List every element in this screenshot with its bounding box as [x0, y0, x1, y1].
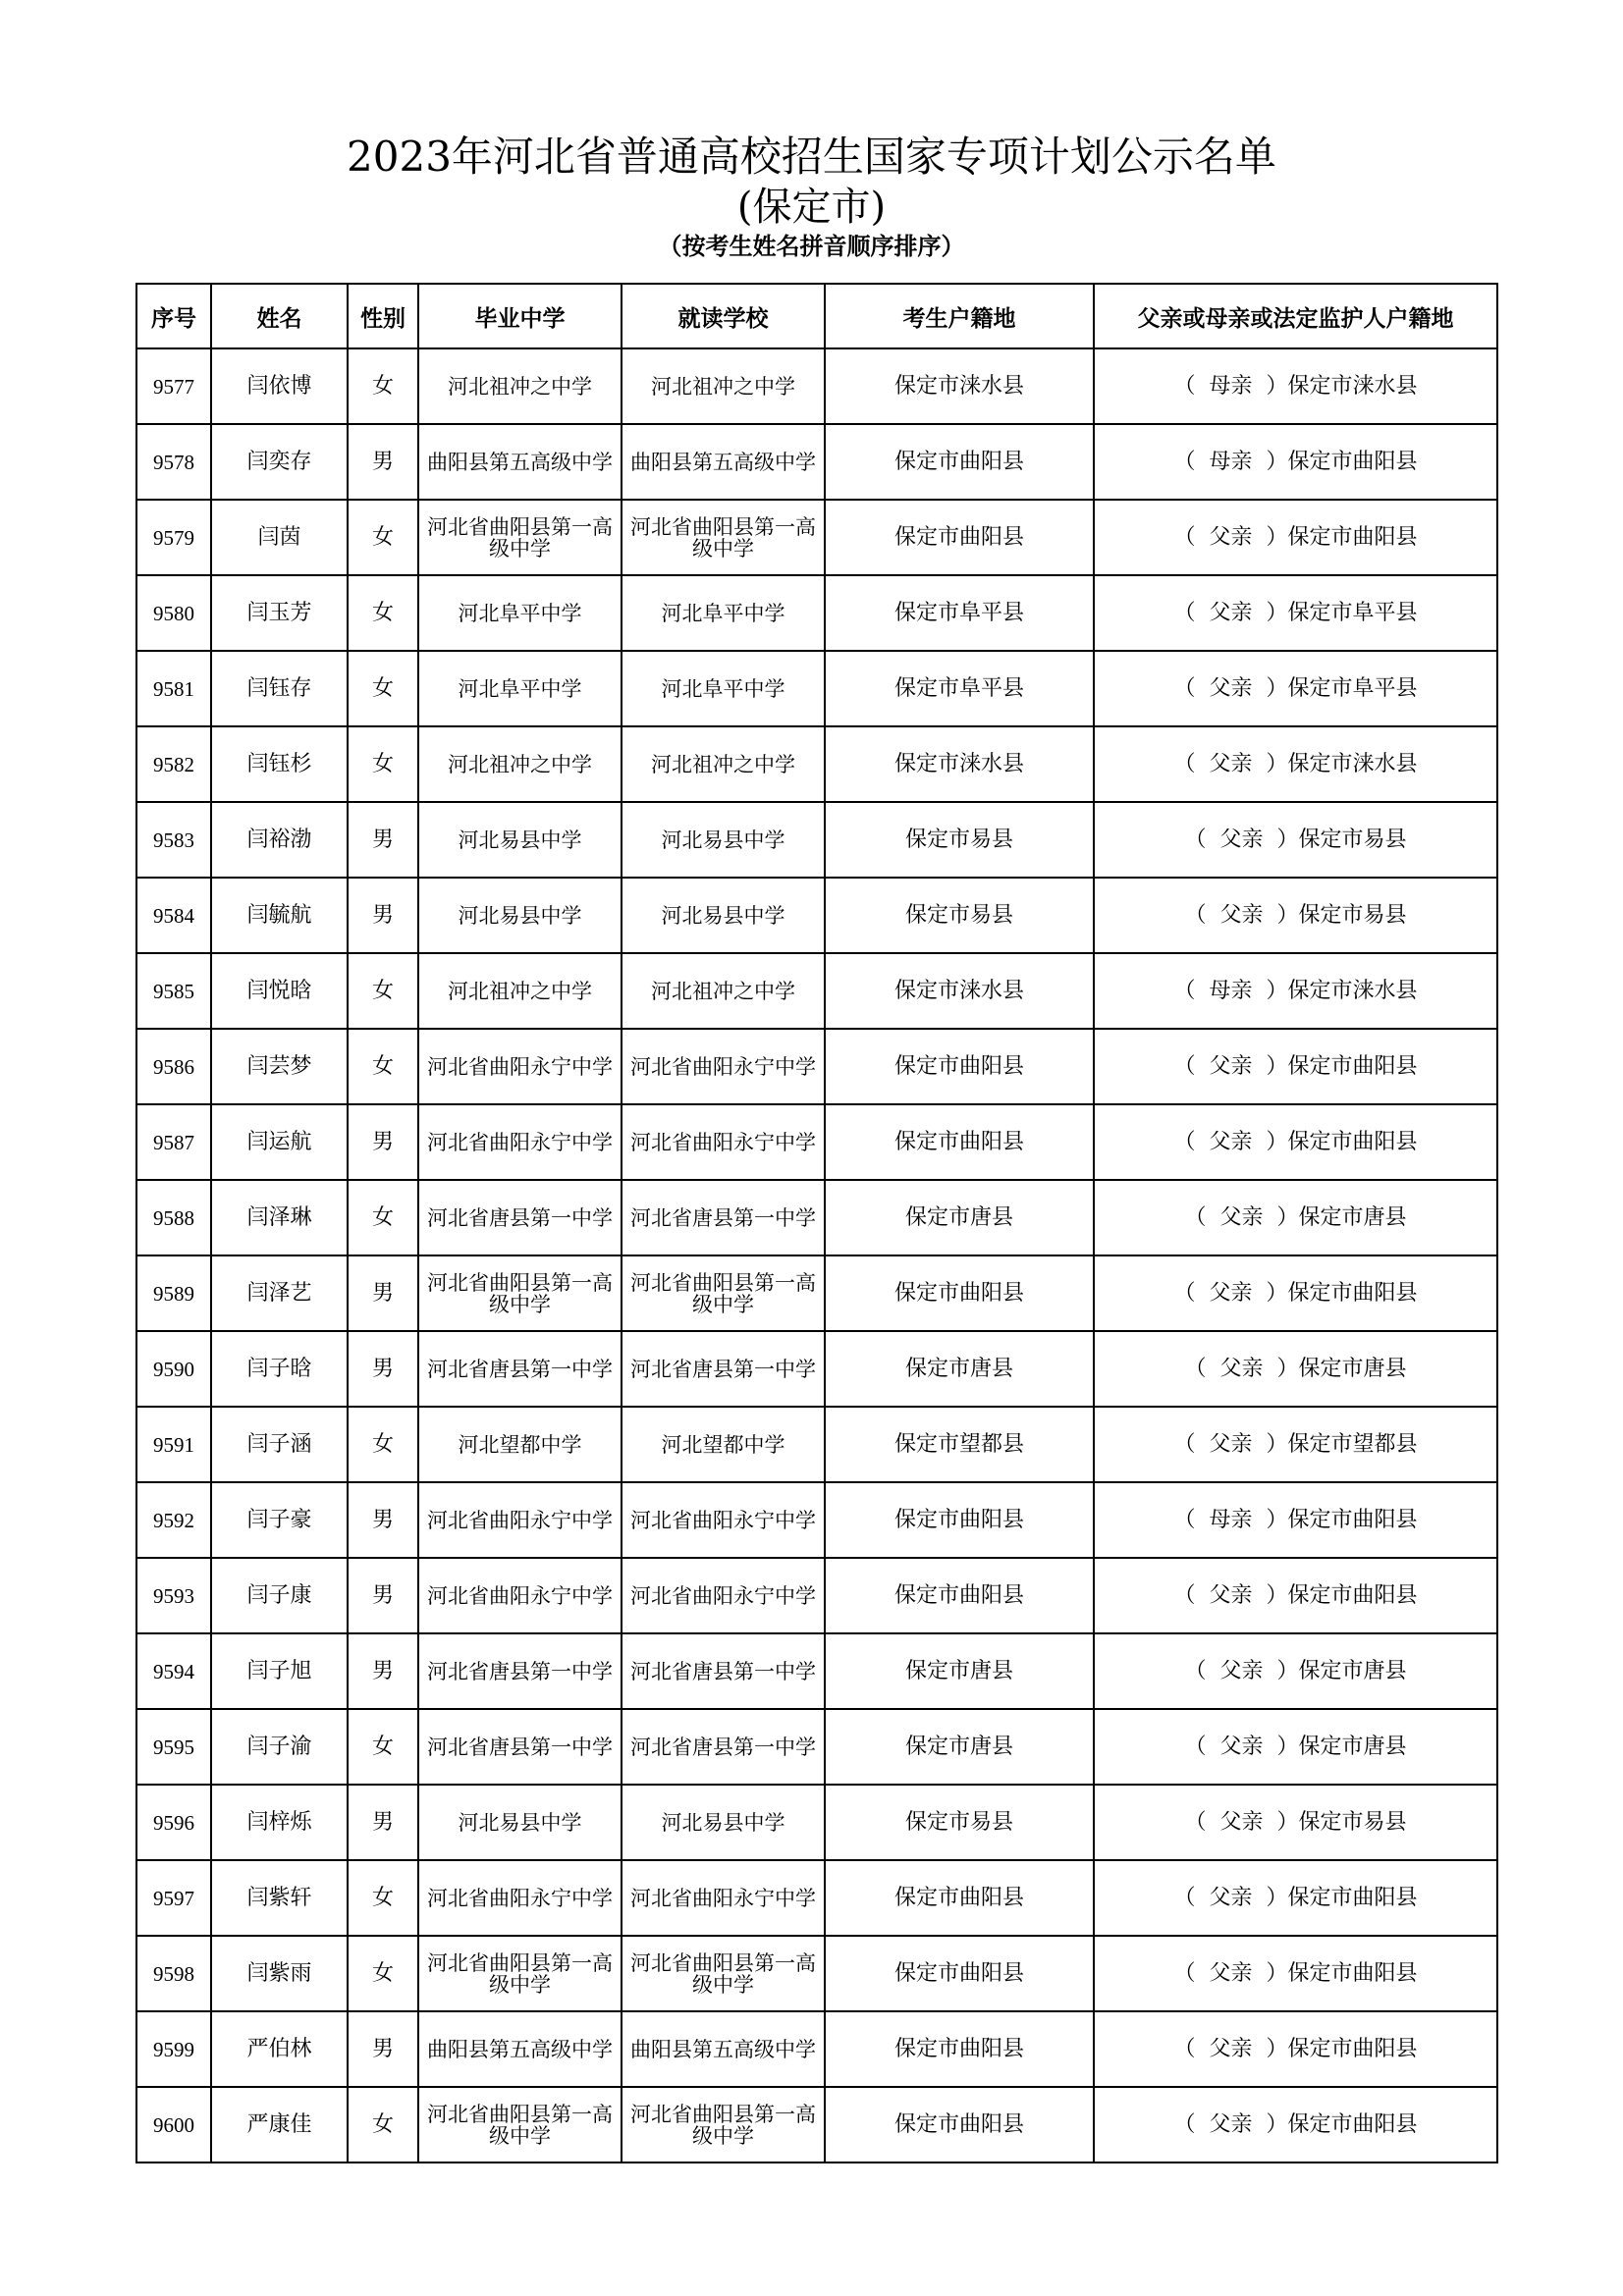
cell-guardian-origin: （ 父亲 ）保定市曲阳县 — [1094, 1936, 1497, 2011]
cell-name: 闫紫轩 — [211, 1860, 348, 1936]
cell-seq: 9598 — [136, 1936, 211, 2011]
cell-guardian-origin: （ 父亲 ）保定市阜平县 — [1094, 575, 1497, 651]
cell-name: 闫子晗 — [211, 1331, 348, 1407]
cell-origin: 保定市阜平县 — [825, 651, 1094, 726]
cell-name: 闫运航 — [211, 1104, 348, 1180]
table-row — [136, 802, 1497, 878]
cell-origin: 保定市曲阳县 — [825, 1860, 1094, 1936]
cell-guardian-origin: （ 母亲 ）保定市涞水县 — [1094, 953, 1497, 1029]
cell-guardian-origin: （ 父亲 ）保定市曲阳县 — [1094, 1860, 1497, 1936]
cell-guardian-origin: （ 父亲 ）保定市曲阳县 — [1094, 1558, 1497, 1633]
header-name: 姓名 — [211, 284, 348, 348]
cell-guardian-origin: （ 父亲 ）保定市唐县 — [1094, 1633, 1497, 1709]
cell-name: 闫紫雨 — [211, 1936, 348, 2011]
cell-gender: 女 — [348, 651, 418, 726]
table-row — [136, 1407, 1497, 1482]
cell-gender: 女 — [348, 1709, 418, 1785]
guardian-relation: 父亲 — [1219, 902, 1264, 928]
table-row — [136, 1331, 1497, 1407]
cell-name: 闫子豪 — [211, 1482, 348, 1558]
cell-gender: 男 — [348, 2011, 418, 2087]
guardian-location: 保定市望都县 — [1287, 1431, 1418, 1457]
cell-gender: 男 — [348, 802, 418, 878]
cell-seq: 9584 — [136, 878, 211, 953]
guardian-location: 保定市曲阳县 — [1287, 1582, 1418, 1608]
guardian-relation: 父亲 — [1209, 2111, 1253, 2137]
cell-grad-school: 河北省唐县第一中学 — [418, 1331, 622, 1407]
guardian-location: 保定市涞水县 — [1287, 751, 1418, 776]
table-row — [136, 1785, 1497, 1860]
cell-grad-school: 河北省曲阳永宁中学 — [418, 1558, 622, 1633]
guardian-location: 保定市唐县 — [1298, 1658, 1407, 1683]
cell-grad-school: 河北省曲阳县第一高级中学 — [418, 500, 622, 575]
cell-gender: 男 — [348, 1482, 418, 1558]
guardian-location: 保定市涞水县 — [1287, 373, 1418, 399]
header-gender: 性别 — [348, 284, 418, 348]
guardian-location: 保定市易县 — [1298, 827, 1407, 852]
guardian-relation: 母亲 — [1209, 373, 1253, 399]
cell-gender: 女 — [348, 1860, 418, 1936]
cell-guardian-origin: （ 父亲 ）保定市曲阳县 — [1094, 1255, 1497, 1331]
cell-seq: 9590 — [136, 1331, 211, 1407]
cell-guardian-origin: （ 父亲 ）保定市曲阳县 — [1094, 1029, 1497, 1104]
cell-seq: 9577 — [136, 348, 211, 424]
header-guardian-origin: 父亲或母亲或法定监护人户籍地 — [1094, 284, 1497, 348]
table-body — [136, 348, 1497, 2163]
guardian-relation: 父亲 — [1209, 1431, 1253, 1457]
cell-gender: 女 — [348, 1180, 418, 1255]
cell-gender: 男 — [348, 1104, 418, 1180]
cell-guardian-origin: （ 父亲 ）保定市曲阳县 — [1094, 2087, 1497, 2163]
guardian-location: 保定市曲阳县 — [1287, 1885, 1418, 1910]
cell-name: 闫子涵 — [211, 1407, 348, 1482]
cell-gender: 女 — [348, 1936, 418, 2011]
cell-seq: 9594 — [136, 1633, 211, 1709]
cell-grad-school: 河北望都中学 — [418, 1407, 622, 1482]
cell-study-school: 河北祖冲之中学 — [622, 726, 825, 802]
cell-guardian-origin: （ 父亲 ）保定市曲阳县 — [1094, 500, 1497, 575]
cell-study-school: 河北省曲阳县第一高级中学 — [622, 2087, 825, 2163]
cell-grad-school: 河北阜平中学 — [418, 651, 622, 726]
guardian-location: 保定市唐县 — [1298, 1204, 1407, 1230]
cell-gender: 女 — [348, 348, 418, 424]
cell-name: 闫子康 — [211, 1558, 348, 1633]
table-row — [136, 953, 1497, 1029]
sort-note: （按考生姓名拼音顺序排序） — [658, 233, 965, 260]
cell-grad-school: 河北易县中学 — [418, 878, 622, 953]
cell-seq: 9588 — [136, 1180, 211, 1255]
guardian-relation: 父亲 — [1209, 1053, 1253, 1079]
cell-study-school: 河北省唐县第一中学 — [622, 1709, 825, 1785]
cell-study-school: 河北易县中学 — [622, 802, 825, 878]
guardian-location: 保定市阜平县 — [1287, 600, 1418, 625]
guardian-relation: 父亲 — [1209, 1885, 1253, 1910]
guardian-location: 保定市易县 — [1298, 1809, 1407, 1835]
guardian-location: 保定市阜平县 — [1287, 675, 1418, 701]
cell-guardian-origin: （ 母亲 ）保定市曲阳县 — [1094, 1482, 1497, 1558]
cell-origin: 保定市曲阳县 — [825, 1029, 1094, 1104]
cell-grad-school: 河北易县中学 — [418, 1785, 622, 1860]
table-row — [136, 1936, 1497, 2011]
cell-study-school: 河北省曲阳县第一高级中学 — [622, 500, 825, 575]
table-row — [136, 1709, 1497, 1785]
cell-seq: 9592 — [136, 1482, 211, 1558]
cell-guardian-origin: （ 父亲 ）保定市易县 — [1094, 878, 1497, 953]
cell-name: 闫依博 — [211, 348, 348, 424]
cell-gender: 女 — [348, 575, 418, 651]
cell-name: 闫玉芳 — [211, 575, 348, 651]
guardian-location: 保定市曲阳县 — [1287, 449, 1418, 474]
cell-guardian-origin: （ 父亲 ）保定市曲阳县 — [1094, 1104, 1497, 1180]
table-row — [136, 1104, 1497, 1180]
cell-grad-school: 曲阳县第五高级中学 — [418, 424, 622, 500]
cell-origin: 保定市易县 — [825, 878, 1094, 953]
cell-study-school: 河北省曲阳县第一高级中学 — [622, 1255, 825, 1331]
roster-table — [135, 283, 1498, 2163]
cell-guardian-origin: （ 父亲 ）保定市曲阳县 — [1094, 2011, 1497, 2087]
cell-gender: 女 — [348, 953, 418, 1029]
cell-seq: 9585 — [136, 953, 211, 1029]
cell-guardian-origin: （ 父亲 ）保定市唐县 — [1094, 1709, 1497, 1785]
cell-seq: 9599 — [136, 2011, 211, 2087]
guardian-relation: 父亲 — [1209, 751, 1253, 776]
cell-seq: 9583 — [136, 802, 211, 878]
guardian-location: 保定市曲阳县 — [1287, 1960, 1418, 1986]
cell-seq: 9600 — [136, 2087, 211, 2163]
guardian-relation: 父亲 — [1209, 600, 1253, 625]
table-row — [136, 424, 1497, 500]
cell-origin: 保定市曲阳县 — [825, 2087, 1094, 2163]
cell-name: 闫钰杉 — [211, 726, 348, 802]
cell-origin: 保定市曲阳县 — [825, 424, 1094, 500]
cell-gender: 女 — [348, 1029, 418, 1104]
cell-grad-school: 河北省曲阳永宁中学 — [418, 1104, 622, 1180]
cell-gender: 女 — [348, 1407, 418, 1482]
cell-gender: 女 — [348, 726, 418, 802]
guardian-location: 保定市曲阳县 — [1287, 1129, 1418, 1154]
cell-grad-school: 曲阳县第五高级中学 — [418, 2011, 622, 2087]
cell-study-school: 河北易县中学 — [622, 1785, 825, 1860]
cell-origin: 保定市曲阳县 — [825, 1104, 1094, 1180]
cell-name: 闫芸梦 — [211, 1029, 348, 1104]
cell-study-school: 曲阳县第五高级中学 — [622, 424, 825, 500]
cell-study-school: 河北阜平中学 — [622, 651, 825, 726]
cell-origin: 保定市涞水县 — [825, 953, 1094, 1029]
cell-seq: 9581 — [136, 651, 211, 726]
cell-grad-school: 河北阜平中学 — [418, 575, 622, 651]
header-study-school: 就读学校 — [622, 284, 825, 348]
table-row — [136, 878, 1497, 953]
guardian-location: 保定市曲阳县 — [1287, 1280, 1418, 1306]
guardian-relation: 父亲 — [1209, 1129, 1253, 1154]
guardian-relation: 父亲 — [1219, 1356, 1264, 1381]
guardian-location: 保定市曲阳县 — [1287, 2111, 1418, 2137]
cell-study-school: 河北阜平中学 — [622, 575, 825, 651]
cell-origin: 保定市涞水县 — [825, 348, 1094, 424]
cell-gender: 男 — [348, 1558, 418, 1633]
cell-guardian-origin: （ 父亲 ）保定市唐县 — [1094, 1180, 1497, 1255]
cell-origin: 保定市望都县 — [825, 1407, 1094, 1482]
table-row — [136, 575, 1497, 651]
cell-origin: 保定市曲阳县 — [825, 1936, 1094, 2011]
cell-study-school: 河北省曲阳永宁中学 — [622, 1029, 825, 1104]
cell-name: 闫钰存 — [211, 651, 348, 726]
cell-seq: 9589 — [136, 1255, 211, 1331]
table-row — [136, 1180, 1497, 1255]
guardian-relation: 母亲 — [1209, 449, 1253, 474]
table-row — [136, 1482, 1497, 1558]
cell-grad-school: 河北易县中学 — [418, 802, 622, 878]
guardian-relation: 母亲 — [1209, 1507, 1253, 1532]
header-origin: 考生户籍地 — [825, 284, 1094, 348]
cell-name: 闫梓烁 — [211, 1785, 348, 1860]
guardian-relation: 父亲 — [1209, 1582, 1253, 1608]
cell-guardian-origin: （ 父亲 ）保定市望都县 — [1094, 1407, 1497, 1482]
guardian-relation: 父亲 — [1209, 1280, 1253, 1306]
guardian-location: 保定市曲阳县 — [1287, 1053, 1418, 1079]
cell-gender: 男 — [348, 1331, 418, 1407]
cell-seq: 9596 — [136, 1785, 211, 1860]
cell-name: 闫毓航 — [211, 878, 348, 953]
cell-origin: 保定市唐县 — [825, 1633, 1094, 1709]
cell-origin: 保定市易县 — [825, 802, 1094, 878]
guardian-relation: 父亲 — [1209, 675, 1253, 701]
cell-name: 闫茵 — [211, 500, 348, 575]
cell-grad-school: 河北省曲阳县第一高级中学 — [418, 1255, 622, 1331]
guardian-relation: 父亲 — [1209, 2036, 1253, 2061]
cell-grad-school: 河北省曲阳县第一高级中学 — [418, 1936, 622, 2011]
cell-gender: 女 — [348, 2087, 418, 2163]
table-row — [136, 348, 1497, 424]
cell-study-school: 河北省曲阳县第一高级中学 — [622, 1936, 825, 2011]
cell-guardian-origin: （ 母亲 ）保定市曲阳县 — [1094, 424, 1497, 500]
cell-seq: 9587 — [136, 1104, 211, 1180]
cell-study-school: 河北省曲阳永宁中学 — [622, 1104, 825, 1180]
cell-name: 严康佳 — [211, 2087, 348, 2163]
cell-study-school: 河北省曲阳永宁中学 — [622, 1482, 825, 1558]
table-row — [136, 651, 1497, 726]
cell-origin: 保定市曲阳县 — [825, 1482, 1094, 1558]
cell-seq: 9597 — [136, 1860, 211, 1936]
cell-seq: 9582 — [136, 726, 211, 802]
cell-origin: 保定市易县 — [825, 1785, 1094, 1860]
cell-guardian-origin: （ 父亲 ）保定市易县 — [1094, 1785, 1497, 1860]
cell-origin: 保定市曲阳县 — [825, 1558, 1094, 1633]
guardian-relation: 父亲 — [1209, 524, 1253, 550]
cell-guardian-origin: （ 母亲 ）保定市涞水县 — [1094, 348, 1497, 424]
cell-study-school: 河北省唐县第一中学 — [622, 1633, 825, 1709]
cell-gender: 男 — [348, 1633, 418, 1709]
guardian-location: 保定市易县 — [1298, 902, 1407, 928]
cell-origin: 保定市阜平县 — [825, 575, 1094, 651]
table-row — [136, 1860, 1497, 1936]
cell-origin: 保定市唐县 — [825, 1709, 1094, 1785]
cell-name: 闫泽艺 — [211, 1255, 348, 1331]
table-header-row — [136, 284, 1497, 348]
cell-origin: 保定市唐县 — [825, 1180, 1094, 1255]
cell-origin: 保定市涞水县 — [825, 726, 1094, 802]
cell-origin: 保定市曲阳县 — [825, 1255, 1094, 1331]
cell-name: 闫泽琳 — [211, 1180, 348, 1255]
cell-study-school: 河北省曲阳永宁中学 — [622, 1558, 825, 1633]
cell-study-school: 河北望都中学 — [622, 1407, 825, 1482]
guardian-relation: 父亲 — [1219, 1734, 1264, 1759]
guardian-location: 保定市涞水县 — [1287, 978, 1418, 1003]
table-row — [136, 1633, 1497, 1709]
guardian-relation: 父亲 — [1209, 1960, 1253, 1986]
guardian-relation: 母亲 — [1209, 978, 1253, 1003]
cell-gender: 女 — [348, 500, 418, 575]
page-subtitle: (保定市) — [736, 185, 887, 230]
cell-guardian-origin: （ 父亲 ）保定市阜平县 — [1094, 651, 1497, 726]
cell-origin: 保定市曲阳县 — [825, 2011, 1094, 2087]
cell-seq: 9595 — [136, 1709, 211, 1785]
guardian-relation: 父亲 — [1219, 827, 1264, 852]
table-row — [136, 1558, 1497, 1633]
header-seq: 序号 — [136, 284, 211, 348]
cell-guardian-origin: （ 父亲 ）保定市涞水县 — [1094, 726, 1497, 802]
cell-grad-school: 河北省曲阳永宁中学 — [418, 1029, 622, 1104]
cell-seq: 9580 — [136, 575, 211, 651]
page-title: 2023年河北省普通高校招生国家专项计划公示名单 — [347, 133, 1276, 181]
cell-name: 闫奕存 — [211, 424, 348, 500]
cell-grad-school: 河北省曲阳永宁中学 — [418, 1860, 622, 1936]
cell-seq: 9586 — [136, 1029, 211, 1104]
cell-origin: 保定市曲阳县 — [825, 500, 1094, 575]
cell-grad-school: 河北祖冲之中学 — [418, 726, 622, 802]
cell-seq: 9591 — [136, 1407, 211, 1482]
table-row — [136, 1029, 1497, 1104]
guardian-location: 保定市曲阳县 — [1287, 524, 1418, 550]
cell-study-school: 河北省唐县第一中学 — [622, 1180, 825, 1255]
table-row — [136, 726, 1497, 802]
cell-seq: 9593 — [136, 1558, 211, 1633]
cell-name: 严伯林 — [211, 2011, 348, 2087]
cell-grad-school: 河北省唐县第一中学 — [418, 1709, 622, 1785]
cell-study-school: 河北省曲阳永宁中学 — [622, 1860, 825, 1936]
cell-name: 闫子渝 — [211, 1709, 348, 1785]
table-row — [136, 2011, 1497, 2087]
guardian-location: 保定市唐县 — [1298, 1356, 1407, 1381]
cell-grad-school: 河北祖冲之中学 — [418, 953, 622, 1029]
cell-gender: 男 — [348, 878, 418, 953]
cell-study-school: 河北省唐县第一中学 — [622, 1331, 825, 1407]
cell-gender: 男 — [348, 424, 418, 500]
cell-name: 闫悦晗 — [211, 953, 348, 1029]
cell-guardian-origin: （ 父亲 ）保定市易县 — [1094, 802, 1497, 878]
guardian-relation: 父亲 — [1219, 1809, 1264, 1835]
cell-gender: 男 — [348, 1785, 418, 1860]
cell-gender: 男 — [348, 1255, 418, 1331]
cell-study-school: 曲阳县第五高级中学 — [622, 2011, 825, 2087]
cell-grad-school: 河北省曲阳永宁中学 — [418, 1482, 622, 1558]
cell-seq: 9579 — [136, 500, 211, 575]
cell-grad-school: 河北省唐县第一中学 — [418, 1633, 622, 1709]
cell-seq: 9578 — [136, 424, 211, 500]
cell-guardian-origin: （ 父亲 ）保定市唐县 — [1094, 1331, 1497, 1407]
cell-grad-school: 河北省曲阳县第一高级中学 — [418, 2087, 622, 2163]
guardian-location: 保定市唐县 — [1298, 1734, 1407, 1759]
cell-study-school: 河北易县中学 — [622, 878, 825, 953]
guardian-location: 保定市曲阳县 — [1287, 1507, 1418, 1532]
guardian-relation: 父亲 — [1219, 1658, 1264, 1683]
cell-grad-school: 河北省唐县第一中学 — [418, 1180, 622, 1255]
table-row — [136, 500, 1497, 575]
cell-name: 闫子旭 — [211, 1633, 348, 1709]
cell-study-school: 河北祖冲之中学 — [622, 953, 825, 1029]
cell-grad-school: 河北祖冲之中学 — [418, 348, 622, 424]
header-grad-school: 毕业中学 — [418, 284, 622, 348]
cell-name: 闫裕渤 — [211, 802, 348, 878]
table-row — [136, 1255, 1497, 1331]
cell-study-school: 河北祖冲之中学 — [622, 348, 825, 424]
cell-origin: 保定市唐县 — [825, 1331, 1094, 1407]
guardian-location: 保定市曲阳县 — [1287, 2036, 1418, 2061]
guardian-relation: 父亲 — [1219, 1204, 1264, 1230]
table-row — [136, 2087, 1497, 2163]
